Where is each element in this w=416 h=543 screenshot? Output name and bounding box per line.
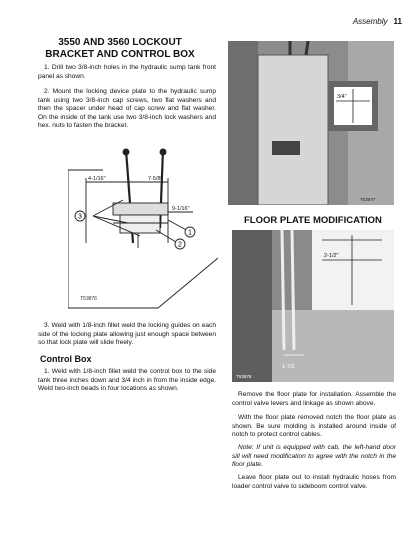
floor-plate-title: FLOOR PLATE MODIFICATION bbox=[244, 215, 382, 226]
svg-text:1: 1 bbox=[188, 229, 192, 237]
svg-text:3: 3 bbox=[78, 213, 82, 221]
floor-para-1: Remove the floor plate for installation. Assemble the control valve levers and linkage as shown above. bbox=[232, 391, 396, 407]
floor-plate-photo bbox=[232, 230, 394, 382]
floor-para-3: Leave floor plate out to install hydraulic hoses from loader control valve to sideboom control valve. bbox=[232, 474, 396, 490]
photo2-dim1: 2-1/2" bbox=[324, 253, 339, 259]
section-title bbox=[40, 37, 200, 61]
bracket-diagram bbox=[68, 148, 218, 316]
step-3: 3. Weld with 1/8-inch fillet weld the locking guides on each side of the locking plate allowing just enough space between so that lock plate will slide freely. bbox=[38, 322, 216, 347]
callout-1 bbox=[185, 227, 195, 237]
step-2: 2. Mount the locking device plate to the hydraulic sump tank using two 3/8-inch cap screws, two flat washers and then the spacer under head of cap screw and flat washer. On the inside of the tank use two 3/8-inch lock washers and hex. nuts to fasten the bracket. bbox=[38, 88, 216, 130]
photo1-dim: 3/4" bbox=[337, 94, 347, 100]
step-1: 1. Drill two 3/8-inch holes in the hydraulic sump tank front panel as shown. bbox=[38, 64, 216, 80]
control-box-photo bbox=[228, 41, 394, 205]
photo1-code: T53877 bbox=[360, 197, 376, 202]
floor-para-2: With the floor plate removed notch the floor plate as shown. Be sure molding is installed around inside of notch to protect control cables. bbox=[232, 414, 396, 439]
bracket-drawing bbox=[68, 148, 218, 316]
section-title-line1: 3550 AND 3560 LOCKOUT bbox=[58, 37, 182, 48]
dim-9-1-16: 9-1/16" bbox=[172, 206, 190, 212]
header-section: Assembly bbox=[352, 17, 388, 26]
callout-3 bbox=[75, 211, 85, 221]
dim-7-5-8: 7-5/8" bbox=[148, 176, 163, 182]
dim-4-1-16: 4-1/16" bbox=[88, 176, 106, 182]
section-title-line2: BRACKET AND CONTROL BOX bbox=[45, 49, 195, 60]
floor-plate-photo-image bbox=[232, 230, 394, 382]
page-number: 11 bbox=[393, 17, 402, 26]
control-box-step-1: 1. Weld with 1/8-inch fillet weld the control box to the side tank three inches down and 3/4 inch in from the inside edge. Weld two-inch beads in four locations as shown. bbox=[38, 368, 216, 393]
page-header bbox=[353, 17, 402, 26]
figure-code: T53876 bbox=[80, 296, 97, 302]
svg-text:2: 2 bbox=[178, 241, 182, 249]
control-box-photo-image bbox=[228, 41, 394, 205]
callout-2 bbox=[175, 239, 185, 249]
photo2-code: T53878 bbox=[236, 374, 252, 379]
photo2-dim2: 1-7/2 bbox=[282, 364, 295, 370]
control-box-title: Control Box bbox=[40, 354, 92, 364]
floor-note: Note: If unit is equipped with cab, the left-hand door sill will need modification to agree with the notch in the floor plate. bbox=[232, 444, 396, 469]
